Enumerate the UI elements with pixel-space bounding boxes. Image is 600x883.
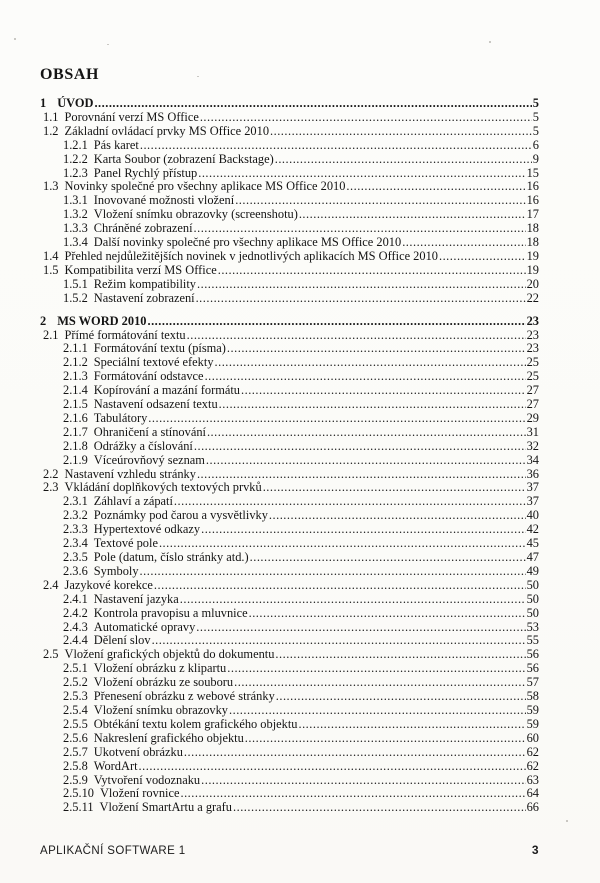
toc-leader-dots bbox=[139, 760, 526, 774]
toc-entry-title: Nastavení jazyka bbox=[93, 591, 179, 606]
toc-entry-number: 1.2 bbox=[43, 123, 59, 138]
toc-entry-number: 2.4 bbox=[43, 577, 59, 592]
toc-entry bbox=[40, 537, 539, 551]
toc-entry-page: 57 bbox=[526, 675, 539, 690]
toc-entry bbox=[40, 222, 539, 236]
toc-entry-page: 16 bbox=[526, 193, 539, 208]
toc-entry-title: Vložení rovnice bbox=[99, 786, 180, 801]
toc-leader-dots bbox=[148, 412, 525, 426]
toc-entry-page: 23 bbox=[526, 313, 539, 328]
toc-entry bbox=[40, 208, 539, 222]
toc-entry bbox=[40, 718, 539, 732]
scan-speck bbox=[489, 41, 491, 43]
toc-entry-number: 2.5.1 bbox=[63, 661, 88, 676]
toc-entry-number: 2.1.7 bbox=[63, 424, 88, 439]
toc-entry-number: 2.3.6 bbox=[63, 563, 88, 578]
toc-entry bbox=[40, 111, 539, 125]
toc-entry bbox=[40, 468, 539, 482]
toc-leader-dots bbox=[205, 370, 526, 384]
toc-entry-page: 56 bbox=[526, 661, 539, 676]
toc-entry-title: Formátování odstavce bbox=[93, 369, 204, 384]
toc-entry-number: 1.1 bbox=[43, 109, 59, 124]
toc-entry-title: Vložení obrázku z klipartu bbox=[93, 661, 227, 676]
toc-entry-page: 23 bbox=[526, 341, 539, 356]
toc-entry bbox=[40, 236, 539, 250]
toc-leader-dots bbox=[263, 481, 526, 495]
toc-entry bbox=[40, 398, 539, 412]
toc-entry bbox=[40, 264, 539, 278]
toc-entry-page: 27 bbox=[526, 397, 539, 412]
toc-leader-dots bbox=[215, 356, 526, 370]
toc-entry-number: 2.5.11 bbox=[63, 800, 94, 815]
toc-entry-number: 1.5.2 bbox=[63, 290, 88, 305]
toc-entry-number: 2.1.9 bbox=[63, 452, 88, 467]
table-of-contents bbox=[40, 97, 539, 815]
toc-entry-title: Formátování textu (písma) bbox=[93, 341, 226, 356]
toc-entry-title: Symboly bbox=[93, 563, 139, 578]
page-footer bbox=[40, 843, 539, 857]
footer-page-number: 3 bbox=[531, 843, 539, 857]
toc-entry-title: Tabulátory bbox=[93, 410, 148, 425]
toc-leader-dots bbox=[201, 523, 526, 537]
toc-leader-dots bbox=[233, 801, 526, 815]
toc-entry bbox=[40, 551, 539, 565]
toc-entry-title: Nastavení odsazení textu bbox=[93, 397, 218, 412]
toc-leader-dots bbox=[184, 746, 526, 760]
toc-entry-page: 58 bbox=[526, 689, 539, 704]
toc-entry-page: 62 bbox=[526, 744, 539, 759]
toc-entry bbox=[40, 662, 539, 676]
toc-entry-number: 1.2.2 bbox=[63, 151, 88, 166]
toc-entry-number: 2.5.4 bbox=[63, 702, 88, 717]
toc-leader-dots bbox=[276, 690, 526, 704]
toc-leader-dots bbox=[275, 648, 525, 662]
toc-entry-number: 2.1.8 bbox=[63, 438, 88, 453]
toc-entry-page: 22 bbox=[526, 290, 539, 305]
toc-entry-number: 2.4.3 bbox=[63, 619, 88, 634]
toc-entry-number: 2.5.6 bbox=[63, 730, 88, 745]
toc-entry-number: 2.3.3 bbox=[63, 522, 88, 537]
toc-entry bbox=[40, 454, 539, 468]
toc-entry bbox=[40, 194, 539, 208]
toc-entry bbox=[40, 315, 539, 329]
toc-entry-number: 1.5.1 bbox=[63, 276, 88, 291]
toc-leader-dots bbox=[196, 292, 526, 306]
toc-entry-page: 47 bbox=[526, 550, 539, 564]
toc-leader-dots bbox=[234, 676, 525, 690]
toc-entry-number: 2.5.7 bbox=[63, 744, 88, 759]
toc-leader-dots bbox=[194, 440, 526, 454]
toc-entry-number: 2.5 bbox=[43, 647, 59, 662]
toc-entry-title: Odrážky a číslování bbox=[93, 438, 193, 453]
toc-entry-number: 1.4 bbox=[43, 248, 59, 263]
toc-entry-title: Panel Rychlý přístup bbox=[93, 165, 198, 180]
toc-entry bbox=[40, 523, 539, 537]
toc-leader-dots bbox=[402, 236, 525, 250]
footer-course-title: APLIKAČNÍ SOFTWARE 1 bbox=[40, 845, 186, 857]
toc-entry-title: Režim kompatibility bbox=[93, 276, 196, 291]
toc-entry bbox=[40, 495, 539, 509]
toc-entry-number: 2.5.9 bbox=[63, 772, 88, 787]
toc-entry-page: 50 bbox=[526, 591, 539, 606]
toc-entry-page: 32 bbox=[526, 438, 539, 453]
toc-leader-dots bbox=[235, 194, 525, 208]
toc-leader-dots bbox=[197, 278, 526, 292]
toc-entry-number: 2.5.2 bbox=[63, 675, 88, 690]
toc-entry-title: Další novinky společné pro všechny aplikace MS Office 2010 bbox=[93, 235, 402, 250]
toc-entry-page: 19 bbox=[526, 248, 539, 263]
toc-entry-page: 59 bbox=[526, 716, 539, 731]
toc-entry-page: 53 bbox=[526, 619, 539, 634]
scan-speck bbox=[14, 38, 16, 40]
toc-leader-dots bbox=[174, 495, 526, 509]
toc-entry-title: ÚVOD bbox=[57, 96, 94, 110]
toc-entry bbox=[40, 292, 539, 306]
toc-leader-dots bbox=[200, 111, 532, 125]
toc-entry bbox=[40, 342, 539, 356]
toc-entry-page: 25 bbox=[526, 355, 539, 370]
toc-entry-title: Přenesení obrázku z webové stránky bbox=[93, 689, 275, 704]
toc-entry bbox=[40, 250, 539, 264]
toc-entry-page: 6 bbox=[532, 137, 539, 152]
toc-entry-title: Pás karet bbox=[93, 137, 139, 152]
toc-entry-title: Pole (datum, číslo stránky atd.) bbox=[93, 550, 249, 564]
toc-entry-page: 5 bbox=[532, 109, 539, 124]
toc-entry-page: 20 bbox=[526, 276, 539, 291]
toc-entry bbox=[40, 746, 539, 760]
toc-entry bbox=[40, 481, 539, 495]
toc-entry-title: Kompatibilita verzí MS Office bbox=[64, 262, 217, 277]
toc-entry-page: 5 bbox=[532, 96, 539, 110]
toc-entry bbox=[40, 125, 539, 139]
toc-entry-number: 2.1.1 bbox=[63, 341, 88, 356]
toc-entry-page: 19 bbox=[526, 262, 539, 277]
toc-entry bbox=[40, 412, 539, 426]
toc-entry bbox=[40, 732, 539, 746]
toc-entry bbox=[40, 760, 539, 774]
toc-entry-page: 27 bbox=[526, 383, 539, 398]
toc-entry-page: 15 bbox=[526, 165, 539, 180]
toc-entry-page: 55 bbox=[526, 633, 539, 648]
scan-speck bbox=[197, 76, 199, 77]
toc-leader-dots bbox=[439, 250, 526, 264]
toc-entry-title: Přímé formátování textu bbox=[64, 327, 186, 342]
toc-leader-dots bbox=[159, 537, 526, 551]
toc-entry-number: 1.3.1 bbox=[63, 193, 88, 208]
toc-entry-number: 1.2.3 bbox=[63, 165, 88, 180]
toc-entry-title: Porovnání verzí MS Office bbox=[64, 109, 199, 124]
toc-entry-page: 16 bbox=[526, 179, 539, 194]
toc-leader-dots bbox=[94, 97, 531, 111]
toc-entry-number: 1.3.2 bbox=[63, 207, 88, 222]
toc-entry-number: 2.1.6 bbox=[63, 410, 88, 425]
toc-leader-dots bbox=[218, 264, 526, 278]
toc-entry-page: 23 bbox=[526, 327, 539, 342]
toc-entry-title: Kopírování a mazání formátu bbox=[93, 383, 241, 398]
toc-entry-number: 2.4.1 bbox=[63, 591, 88, 606]
toc-entry-title: Novinky společné pro všechny aplikace MS Office 2010 bbox=[64, 179, 346, 194]
toc-entry-title: Vložení SmartArtu a grafu bbox=[99, 800, 232, 815]
toc-entry-number: 2.2 bbox=[43, 466, 59, 481]
toc-leader-dots bbox=[227, 342, 526, 356]
toc-entry-page: 36 bbox=[526, 466, 539, 481]
toc-leader-dots bbox=[140, 139, 532, 153]
toc-leader-dots bbox=[219, 398, 526, 412]
toc-entry-number: 2.3.5 bbox=[63, 550, 88, 564]
toc-entry-page: 56 bbox=[526, 647, 539, 662]
toc-entry-number: 2.1.4 bbox=[63, 383, 88, 398]
toc-entry-title: Inovované možnosti vložení bbox=[93, 193, 235, 208]
toc-entry-title: Nakreslení grafického objektu bbox=[93, 730, 244, 745]
toc-entry-number: 2.5.8 bbox=[63, 758, 88, 773]
toc-entry-title: Vkládání doplňkových textových prvků bbox=[64, 480, 262, 495]
toc-entry bbox=[40, 278, 539, 292]
toc-leader-dots bbox=[197, 468, 526, 482]
toc-entry-page: 62 bbox=[526, 758, 539, 773]
toc-entry-title: Vytvoření vodoznaku bbox=[93, 772, 201, 787]
toc-entry bbox=[40, 621, 539, 635]
toc-entry-number: 2.5.10 bbox=[63, 786, 94, 801]
toc-entry-page: 45 bbox=[526, 536, 539, 551]
toc-entry-page: 37 bbox=[526, 494, 539, 509]
toc-entry-title: Přehled nejdůležitějších novinek v jednotlivých aplikacích MS Office 2010 bbox=[64, 248, 438, 263]
toc-entry bbox=[40, 509, 539, 523]
toc-leader-dots bbox=[275, 153, 532, 167]
toc-leader-dots bbox=[229, 704, 526, 718]
toc-entry-title: Nastavení zobrazení bbox=[93, 290, 195, 305]
toc-entry-page: 66 bbox=[526, 800, 539, 815]
toc-entry-page: 25 bbox=[526, 369, 539, 384]
toc-leader-dots bbox=[227, 662, 525, 676]
toc-entry-page: 49 bbox=[526, 563, 539, 578]
toc-entry-page: 18 bbox=[526, 221, 539, 236]
toc-entry-title: Vložení obrázku ze souboru bbox=[93, 675, 234, 690]
toc-entry-number: 2.3 bbox=[43, 480, 59, 495]
toc-entry-number: 1.5 bbox=[43, 262, 59, 277]
toc-entry bbox=[40, 676, 539, 690]
toc-entry-page: 31 bbox=[526, 424, 539, 439]
toc-leader-dots bbox=[346, 180, 525, 194]
toc-leader-dots bbox=[194, 222, 526, 236]
toc-entry-title: Víceúrovňový seznam bbox=[93, 452, 205, 467]
toc-entry-page: 34 bbox=[526, 452, 539, 467]
toc-entry bbox=[40, 704, 539, 718]
toc-entry bbox=[40, 787, 539, 801]
toc-leader-dots bbox=[245, 732, 526, 746]
toc-entry bbox=[40, 370, 539, 384]
toc-entry-title: Vložení snímku obrazovky bbox=[93, 702, 228, 717]
toc-entry-number: 2.3.1 bbox=[63, 494, 88, 509]
toc-entry bbox=[40, 593, 539, 607]
toc-entry-page: 5 bbox=[532, 123, 539, 138]
toc-leader-dots bbox=[201, 774, 525, 788]
page-title: OBSAH bbox=[40, 66, 100, 83]
toc-entry-title: Obtékání textu kolem grafického objektu bbox=[93, 716, 298, 731]
toc-entry-number: 2.5.3 bbox=[63, 689, 88, 704]
toc-entry-page: 37 bbox=[526, 480, 539, 495]
toc-entry-title: Dělení slov bbox=[93, 633, 151, 648]
toc-leader-dots bbox=[249, 607, 526, 621]
toc-leader-dots bbox=[198, 167, 525, 181]
toc-entry-title: Chráněné zobrazení bbox=[93, 221, 193, 236]
toc-entry bbox=[40, 579, 539, 593]
toc-entry-number: 1.3.3 bbox=[63, 221, 88, 236]
toc-entry-number: 2.3.4 bbox=[63, 536, 88, 551]
toc-entry bbox=[40, 565, 539, 579]
toc-leader-dots bbox=[207, 426, 526, 440]
toc-entry-number: 2.1.2 bbox=[63, 355, 88, 370]
toc-entry-number: 2.3.2 bbox=[63, 508, 88, 523]
toc-entry bbox=[40, 384, 539, 398]
toc-leader-dots bbox=[180, 593, 526, 607]
toc-leader-dots bbox=[140, 565, 526, 579]
toc-entry-number: 2.1.3 bbox=[63, 369, 88, 384]
toc-entry-number: 2.1 bbox=[43, 327, 59, 342]
toc-entry-number: 1 bbox=[40, 96, 47, 110]
toc-leader-dots bbox=[241, 384, 526, 398]
toc-entry-number: 2.1.5 bbox=[63, 397, 88, 412]
toc-entry-title: Hypertextové odkazy bbox=[93, 522, 201, 537]
toc-leader-dots bbox=[269, 509, 526, 523]
scan-speck bbox=[107, 44, 109, 45]
toc-leader-dots bbox=[180, 787, 525, 801]
toc-entry-page: 50 bbox=[526, 577, 539, 592]
toc-entry-page: 64 bbox=[526, 786, 539, 801]
toc-entry bbox=[40, 167, 539, 181]
toc-entry-title: Ohraničení a stínování bbox=[93, 424, 206, 439]
toc-leader-dots bbox=[196, 621, 525, 635]
toc-leader-dots bbox=[206, 454, 526, 468]
toc-entry-number: 2 bbox=[40, 313, 47, 328]
toc-leader-dots bbox=[298, 718, 525, 732]
toc-entry-number: 1.2.1 bbox=[63, 137, 88, 152]
toc-entry-page: 59 bbox=[526, 702, 539, 717]
toc-entry-title: Textové pole bbox=[93, 536, 158, 551]
toc-entry-page: 9 bbox=[532, 151, 539, 166]
toc-entry-title: Vložení snímku obrazovky (screenshotu) bbox=[93, 207, 298, 222]
toc-entry-title: Vložení grafických objektů do dokumentu bbox=[64, 647, 275, 662]
toc-entry-title: Ukotvení obrázku bbox=[93, 744, 183, 759]
toc-entry-number: 2.4.2 bbox=[63, 605, 88, 620]
toc-entry-title: MS WORD 2010 bbox=[57, 313, 147, 328]
toc-entry-number: 2.4.4 bbox=[63, 633, 88, 648]
toc-entry-title: Karta Soubor (zobrazení Backstage) bbox=[93, 151, 274, 166]
toc-entry bbox=[40, 648, 539, 662]
toc-entry bbox=[40, 356, 539, 370]
toc-entry-title: Nastavení vzhledu stránky bbox=[64, 466, 196, 481]
toc-entry bbox=[40, 690, 539, 704]
toc-leader-dots bbox=[187, 329, 526, 343]
toc-entry-title: Automatické opravy bbox=[93, 619, 196, 634]
toc-leader-dots bbox=[152, 634, 526, 648]
toc-entry-page: 29 bbox=[526, 410, 539, 425]
toc-entry-page: 18 bbox=[526, 235, 539, 250]
toc-entry-title: WordArt bbox=[93, 758, 138, 773]
toc-entry-page: 60 bbox=[526, 730, 539, 745]
toc-entry-title: Poznámky pod čarou a vysvětlivky bbox=[93, 508, 268, 523]
toc-entry-title: Speciální textové efekty bbox=[93, 355, 214, 370]
toc-leader-dots bbox=[270, 125, 532, 139]
toc-entry bbox=[40, 139, 539, 153]
toc-entry-title: Základní ovládací prvky MS Office 2010 bbox=[64, 123, 270, 138]
toc-entry bbox=[40, 774, 539, 788]
toc-entry bbox=[40, 426, 539, 440]
toc-entry bbox=[40, 97, 539, 111]
toc-entry-page: 63 bbox=[526, 772, 539, 787]
toc-entry-page: 40 bbox=[526, 508, 539, 523]
toc-entry bbox=[40, 607, 539, 621]
toc-leader-dots bbox=[147, 315, 525, 329]
toc-entry bbox=[40, 801, 539, 815]
toc-entry bbox=[40, 180, 539, 194]
toc-entry-page: 17 bbox=[526, 207, 539, 222]
scan-speck bbox=[566, 820, 568, 822]
toc-entry bbox=[40, 440, 539, 454]
toc-entry bbox=[40, 153, 539, 167]
toc-leader-dots bbox=[299, 208, 526, 222]
toc-leader-dots bbox=[250, 551, 526, 565]
toc-entry-page: 42 bbox=[526, 522, 539, 537]
toc-entry-page: 50 bbox=[526, 605, 539, 620]
toc-entry-number: 1.3.4 bbox=[63, 235, 88, 250]
toc-entry-title: Jazykové korekce bbox=[64, 577, 153, 592]
toc-entry bbox=[40, 329, 539, 343]
toc-entry bbox=[40, 634, 539, 648]
toc-entry-title: Záhlaví a zápatí bbox=[93, 494, 173, 509]
toc-entry-number: 2.5.5 bbox=[63, 716, 88, 731]
toc-entry-number: 1.3 bbox=[43, 179, 59, 194]
toc-entry-title: Kontrola pravopisu a mluvnice bbox=[93, 605, 248, 620]
toc-leader-dots bbox=[154, 579, 526, 593]
